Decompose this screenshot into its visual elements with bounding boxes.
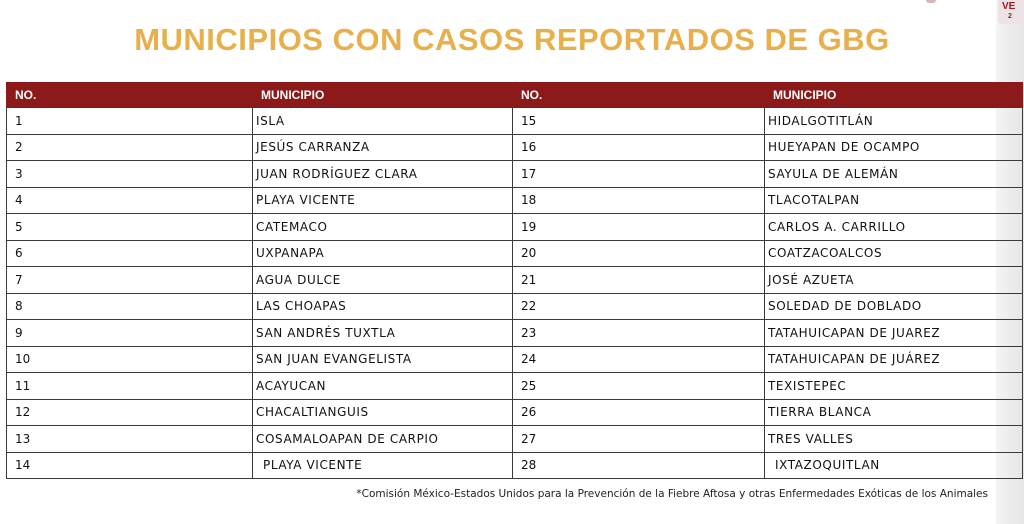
- cell-municipio: TATAHUICAPAN DE JUAREZ: [765, 320, 1023, 347]
- cell-no: 13: [7, 426, 253, 453]
- cell-no: 15: [513, 108, 765, 135]
- municipalities-table: [6, 82, 1023, 479]
- cell-municipio: JOSÉ AZUETA: [765, 267, 1023, 294]
- cell-no: 22: [513, 293, 765, 320]
- cell-municipio: TATAHUICAPAN DE JUÁREZ: [765, 346, 1023, 373]
- cell-no: 3: [7, 161, 253, 188]
- cell-municipio: JUAN RODRÍGUEZ CLARA: [253, 161, 513, 188]
- cell-municipio: COATZACOALCOS: [765, 240, 1023, 267]
- table-row: [7, 161, 1023, 188]
- cell-municipio: CATEMACO: [253, 214, 513, 241]
- cell-no: 1: [7, 108, 253, 135]
- cell-municipio: TIERRA BLANCA: [765, 399, 1023, 426]
- cell-no: 8: [7, 293, 253, 320]
- cell-municipio: TEXISTEPEC: [765, 373, 1023, 400]
- table-row: [7, 134, 1023, 161]
- footnote: *Comisión México-Estados Unidos para la Prevención de la Fiebre Aftosa y otras Enfermedades Exóticas de los Animales: [356, 488, 988, 500]
- cell-no: 16: [513, 134, 765, 161]
- cell-no: 19: [513, 214, 765, 241]
- table-header-row: [7, 83, 1023, 108]
- cell-municipio: ACAYUCAN: [253, 373, 513, 400]
- cell-municipio: COSAMALOAPAN DE CARPIO: [253, 426, 513, 453]
- cell-municipio: SAN ANDRÉS TUXTLA: [253, 320, 513, 347]
- header-no-left: NO.: [7, 83, 253, 108]
- header-municipio-left: MUNICIPIO: [253, 83, 513, 108]
- cell-no: 21: [513, 267, 765, 294]
- cell-no: 27: [513, 426, 765, 453]
- corner-badge-text: VE: [1002, 1, 1016, 12]
- table-row: [7, 187, 1023, 214]
- cell-municipio: IXTAZOQUITLAN: [765, 452, 1023, 479]
- cell-municipio: TLACOTALPAN: [765, 187, 1023, 214]
- cell-no: 4: [7, 187, 253, 214]
- header-no-right: NO.: [513, 83, 765, 108]
- cell-municipio: UXPANAPA: [253, 240, 513, 267]
- cell-municipio: JESÚS CARRANZA: [253, 134, 513, 161]
- cell-municipio: SOLEDAD DE DOBLADO: [765, 293, 1023, 320]
- corner-badge: [998, 0, 1024, 24]
- cell-no: 18: [513, 187, 765, 214]
- table-row: [7, 267, 1023, 294]
- header-municipio-right: MUNICIPIO: [765, 83, 1023, 108]
- cell-no: 20: [513, 240, 765, 267]
- cell-no: 14: [7, 452, 253, 479]
- cell-municipio: HIDALGOTITLÁN: [765, 108, 1023, 135]
- cell-no: 28: [513, 452, 765, 479]
- cell-no: 17: [513, 161, 765, 188]
- cell-municipio: CARLOS A. CARRILLO: [765, 214, 1023, 241]
- cell-no: 24: [513, 346, 765, 373]
- table-row: [7, 108, 1023, 135]
- cell-no: 11: [7, 373, 253, 400]
- cell-no: 2: [7, 134, 253, 161]
- cell-no: 10: [7, 346, 253, 373]
- table-row: [7, 214, 1023, 241]
- table-row: [7, 293, 1023, 320]
- table-row: [7, 373, 1023, 400]
- corner-badge-subtext: 2: [1008, 13, 1012, 20]
- top-mark: [926, 0, 936, 3]
- cell-no: 23: [513, 320, 765, 347]
- cell-no: 6: [7, 240, 253, 267]
- cell-no: 12: [7, 399, 253, 426]
- cell-municipio: CHACALTIANGUIS: [253, 399, 513, 426]
- table-row: [7, 346, 1023, 373]
- cell-municipio: PLAYA VICENTE: [253, 187, 513, 214]
- cell-no: 5: [7, 214, 253, 241]
- cell-municipio: LAS CHOAPAS: [253, 293, 513, 320]
- cell-municipio: AGUA DULCE: [253, 267, 513, 294]
- table-row: [7, 320, 1023, 347]
- cell-no: 25: [513, 373, 765, 400]
- table-row: [7, 452, 1023, 479]
- cell-no: 26: [513, 399, 765, 426]
- cell-municipio: PLAYA VICENTE: [253, 452, 513, 479]
- table-row: [7, 240, 1023, 267]
- cell-municipio: TRES VALLES: [765, 426, 1023, 453]
- cell-municipio: SAN JUAN EVANGELISTA: [253, 346, 513, 373]
- page-title: MUNICIPIOS CON CASOS REPORTADOS DE GBG: [134, 22, 890, 57]
- table-row: [7, 399, 1023, 426]
- table-row: [7, 426, 1023, 453]
- cell-municipio: SAYULA DE ALEMÁN: [765, 161, 1023, 188]
- cell-municipio: HUEYAPAN DE OCAMPO: [765, 134, 1023, 161]
- cell-no: 7: [7, 267, 253, 294]
- cell-municipio: ISLA: [253, 108, 513, 135]
- cell-no: 9: [7, 320, 253, 347]
